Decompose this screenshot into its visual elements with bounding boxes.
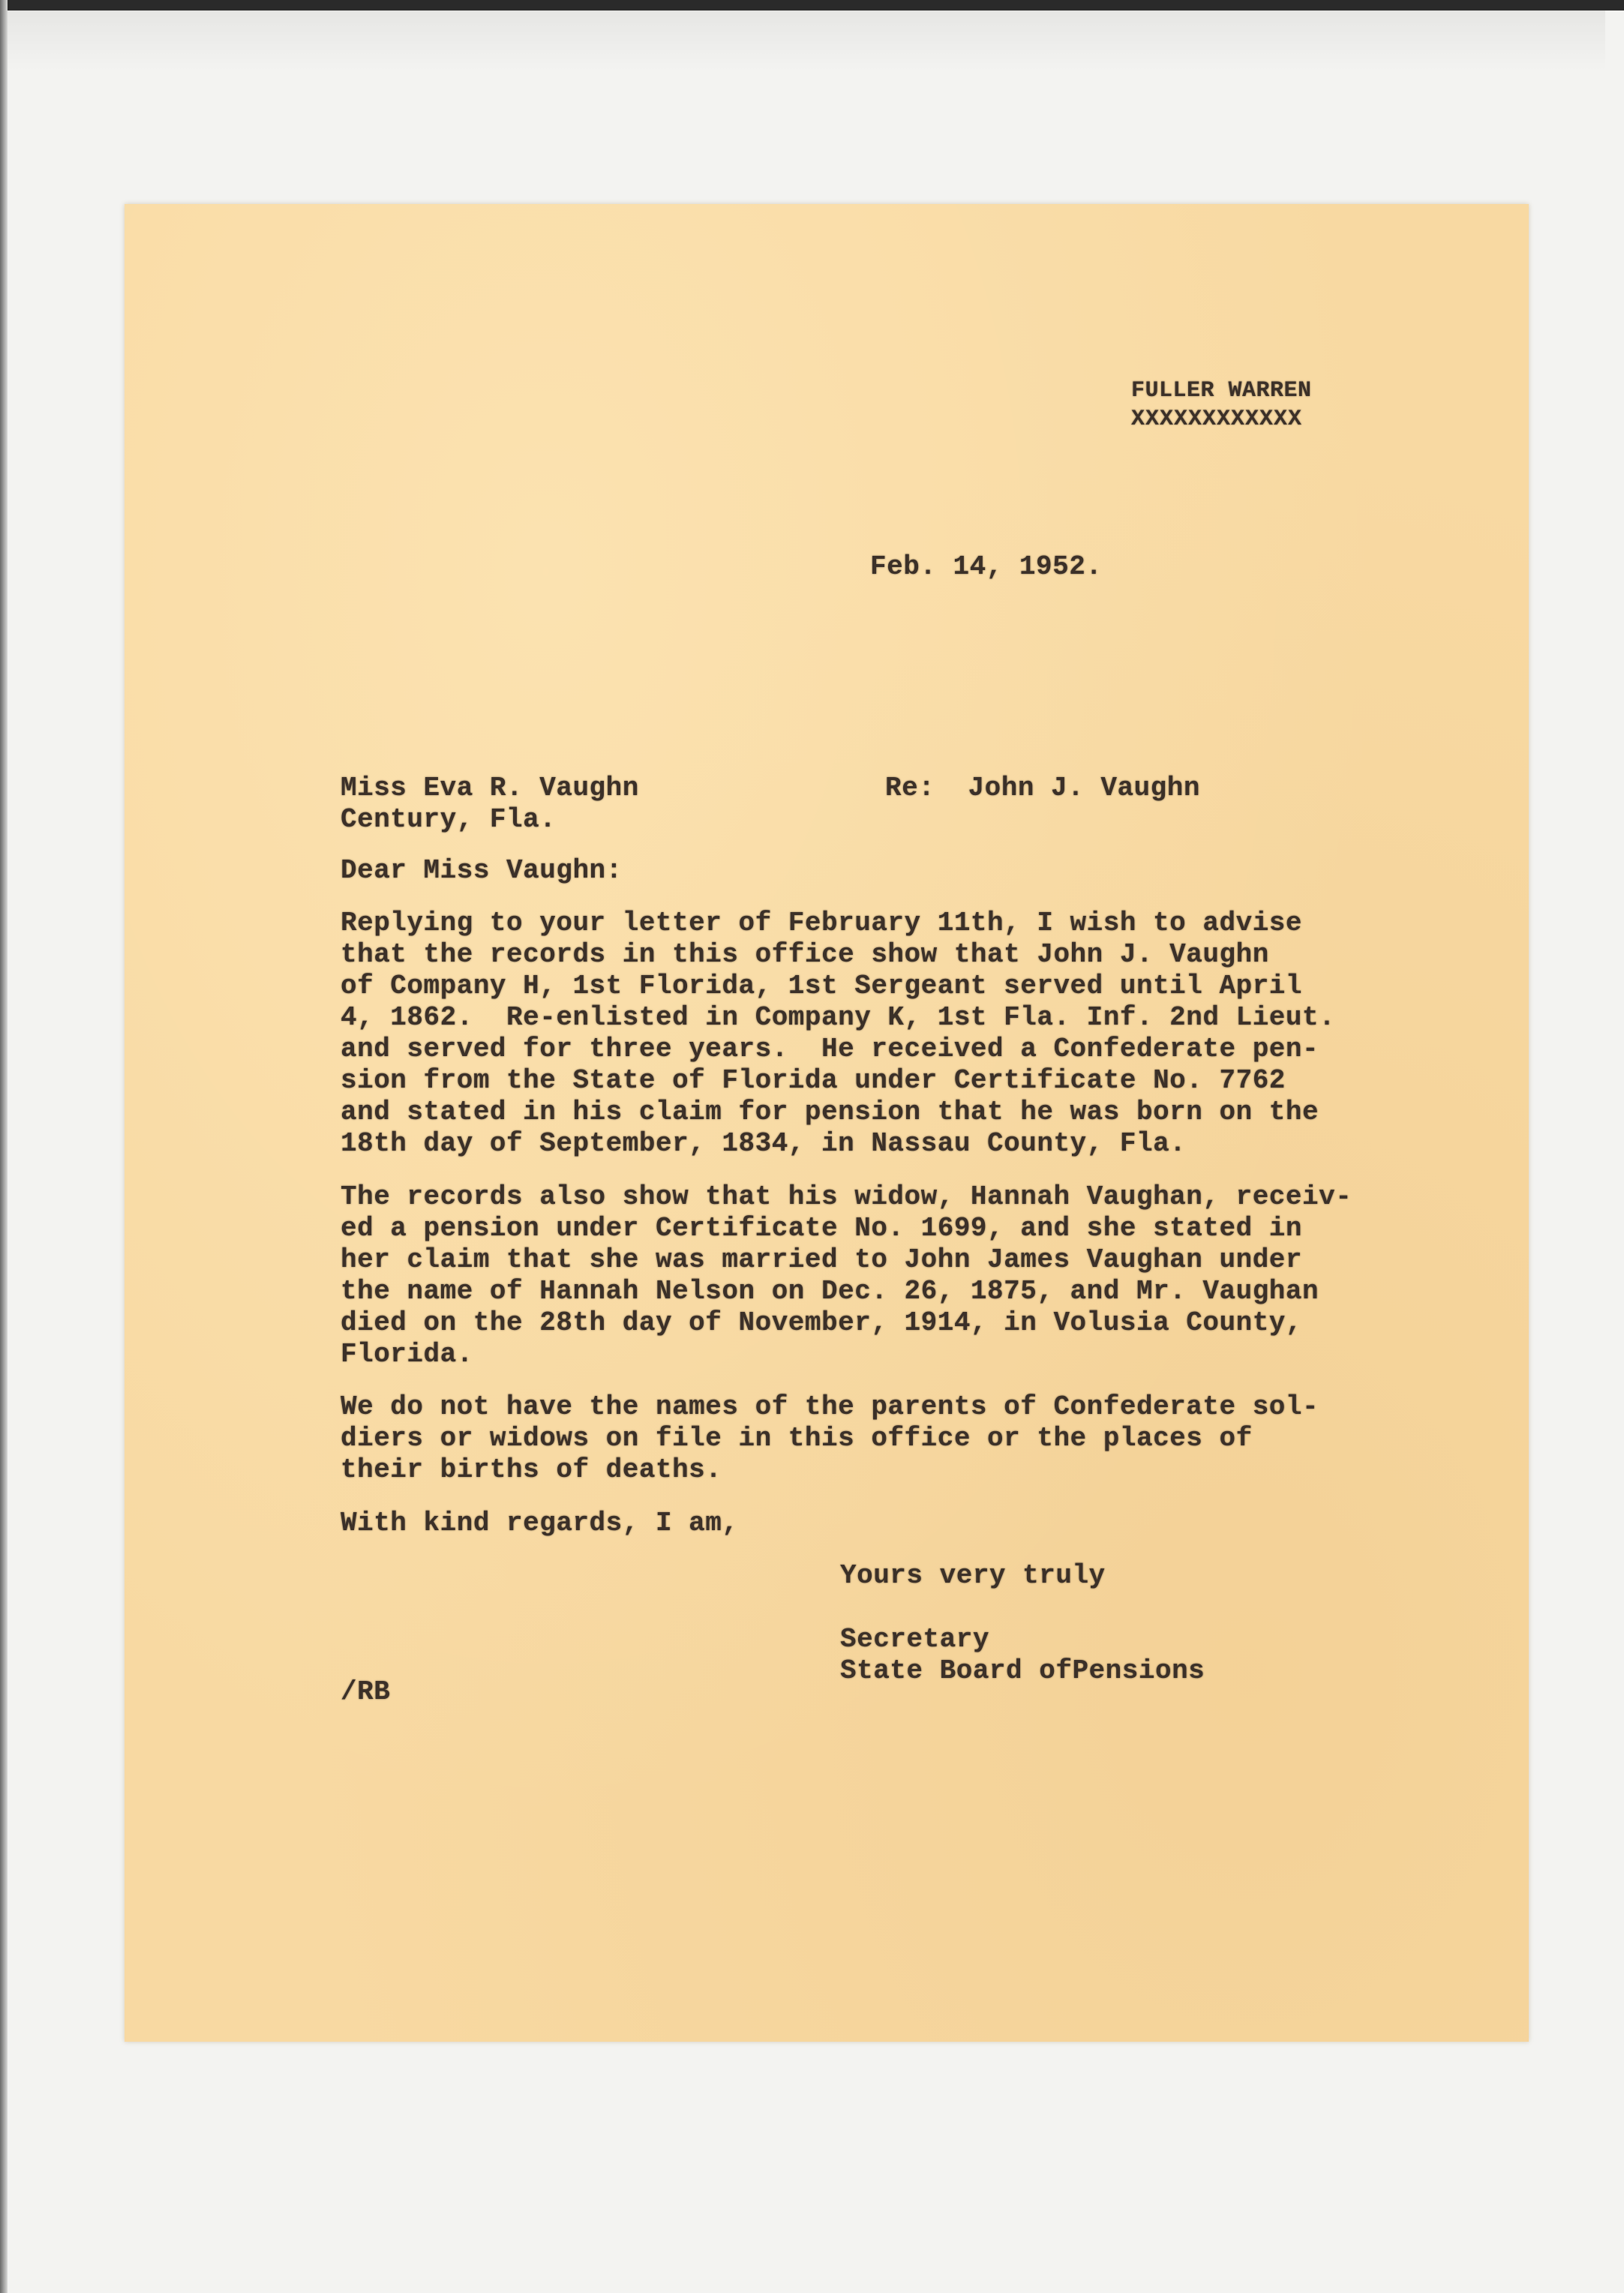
recipient-name: Miss Eva R. Vaughn [341,773,639,803]
complimentary-close: Yours very truly [840,1560,1106,1591]
text-line: the name of Hannah Nelson on Dec. 26, 1875, and Mr. Vaughan [341,1276,1319,1307]
text-line: We do not have the names of the parents of Confederate sol- [341,1391,1319,1422]
text-line: their births of deaths. [341,1454,722,1485]
text-line: Replying to your letter of February 11th, I wish to advise [341,908,1303,938]
text-line: Florida. [341,1339,473,1370]
letter-date: Feb. 14, 1952. [870,551,1103,582]
text-line: ed a pension under Certificate No. 1699, and she stated in [341,1213,1303,1244]
typist-initials: /RB [341,1676,391,1707]
text-line: sion from the State of Florida under Certificate No. 7762 [341,1065,1286,1096]
signer-title: Secretary [840,1624,989,1655]
text-line: 4, 1862. Re-enlisted in Company K, 1st Fla. Inf. 2nd Lieut. [341,1002,1336,1033]
closing-remark: With kind regards, I am, [341,1508,739,1538]
text-line: diers or widows on file in this office or the places of [341,1423,1253,1454]
recipient-address [341,773,639,836]
scanner-top-edge [0,0,1624,11]
text-line: and served for three years. He received a Confederate pen- [341,1034,1319,1064]
subject-line: Re: John J. Vaughn [885,773,1200,803]
paragraph-1 [341,908,1335,1160]
letterhead [1131,375,1312,432]
text-line: 18th day of September, 1834, in Nassau County, Fla. [341,1128,1187,1159]
text-line: her claim that she was married to John James Vaughan under [341,1244,1303,1275]
salutation: Dear Miss Vaughn: [341,855,623,886]
letterhead-struck-text: XXXXXXXXXXXX [1131,407,1303,432]
signature-block [840,1624,1205,1687]
text-line: The records also show that his widow, Hannah Vaughan, receiv- [341,1181,1352,1212]
text-line: died on the 28th day of November, 1914, in Volusia County, [341,1307,1303,1338]
scanner-shade [8,11,1605,71]
letterhead-name: FULLER WARREN [1131,378,1312,404]
signer-organization: State Board ofPensions [840,1655,1205,1686]
scanner-left-edge [0,0,8,2293]
text-line: that the records in this office show that John J. Vaughn [341,939,1269,970]
recipient-city: Century, Fla. [341,804,557,835]
text-line: of Company H, 1st Florida, 1st Sergeant served until April [341,971,1303,1001]
text-line: and stated in his claim for pension that he was born on the [341,1097,1319,1127]
paragraph-3 [341,1391,1319,1486]
paragraph-2 [341,1181,1352,1370]
